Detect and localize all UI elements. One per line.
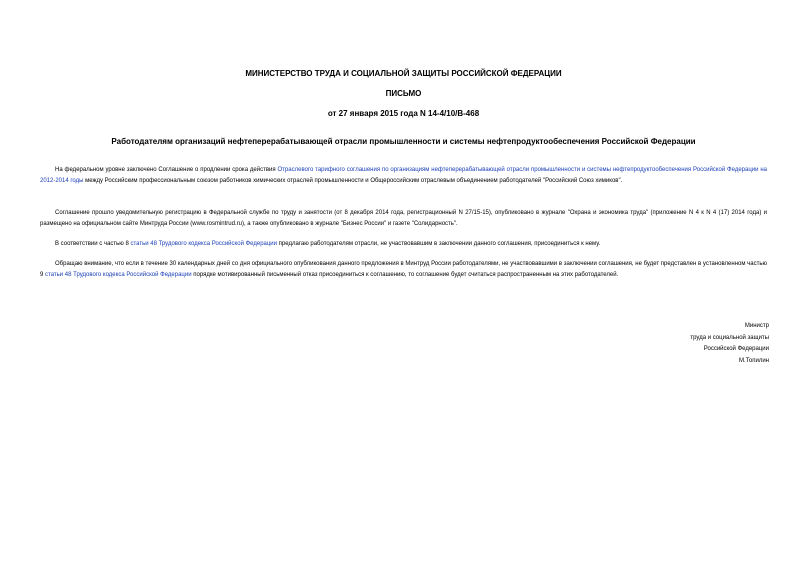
ministry-title: МИНИСТЕРСТВО ТРУДА И СОЦИАЛЬНОЙ ЗАЩИТЫ РОССИЙСКОЙ ФЕДЕРАЦИИ bbox=[245, 69, 562, 78]
paragraph-3 bbox=[40, 239, 767, 250]
paragraph-4-text-after: порядке мотивированный письменный отказ присоединиться к соглашению, то соглашение будет считаться распространенным на этих работодателей. bbox=[191, 272, 619, 278]
document-date-number: от 27 января 2015 года N 14-4/10/В-468 bbox=[327, 109, 480, 118]
paragraph-1 bbox=[40, 165, 767, 187]
signature-name: М.Топилин bbox=[739, 357, 769, 364]
labor-code-link-2[interactable]: статьи 48 Трудового кодекса Российской Федерации bbox=[45, 272, 192, 278]
labor-code-link[interactable]: статьи 48 Трудового кодекса Российской Федерации bbox=[130, 241, 278, 247]
paragraph-1-text-before: На федеральном уровне заключено Соглашение о продлении срока действия bbox=[55, 167, 278, 173]
addressee-heading: Работодателям организаций нефтеперерабатывающей отрасли промышленности и системы нефтепродуктообеспечения Российской Федерации bbox=[111, 137, 696, 146]
paragraph-4 bbox=[40, 259, 767, 281]
paragraph-3-text-after: предлагаю работодателям отрасли, не участвовавшим в заключении данного соглашения, присоединиться к нему. bbox=[277, 241, 601, 247]
paragraph-4-text-before: Обращаю внимание, что если в течение 30 календарных дней со дня официального опубликования данного предложения в Минтруд России работодателями, не участвовавшими в заключении соглашения, не будет представлен в установленном частью 9 bbox=[40, 261, 767, 278]
document-type: ПИСЬМО bbox=[385, 89, 422, 98]
signature-position: Министр bbox=[744, 323, 769, 329]
paragraph-2: Соглашение прошло уведомительную регистрацию в Федеральной службе по труду и занятости (от 8 декабря 2014 года, регистрационный N 27/15-15), опубликовано в журнале "Охрана и экономика труда" (приложение N 4 к N 4 (17) 2014 года) и размещено на официальном сайте Минтруда России (www.rosmintrud.ru), а также опубликовано в журнале "Бизнес России" и газете "Солидарность". bbox=[40, 210, 767, 227]
signature-ministry: труда и социальной защиты bbox=[690, 334, 769, 341]
paragraph-3-text-before: В соответствии с частью 8 bbox=[55, 241, 131, 247]
signature-country: Российской Федерации bbox=[703, 346, 769, 352]
agreement-link[interactable]: Отраслевого тарифного соглашения по организациям нефтеперерабатывающей отрасли промышленности и системы нефтепродуктообеспечения Российской Федерации на 2012-2014 годы bbox=[40, 167, 767, 184]
signature-block bbox=[569, 321, 769, 367]
paragraph-1-text-after: между Российским профессиональным союзом работников химических отраслей промышленности и Общероссийским отраслевым объединением работодателей "Российский Союз химиков". bbox=[83, 178, 623, 184]
